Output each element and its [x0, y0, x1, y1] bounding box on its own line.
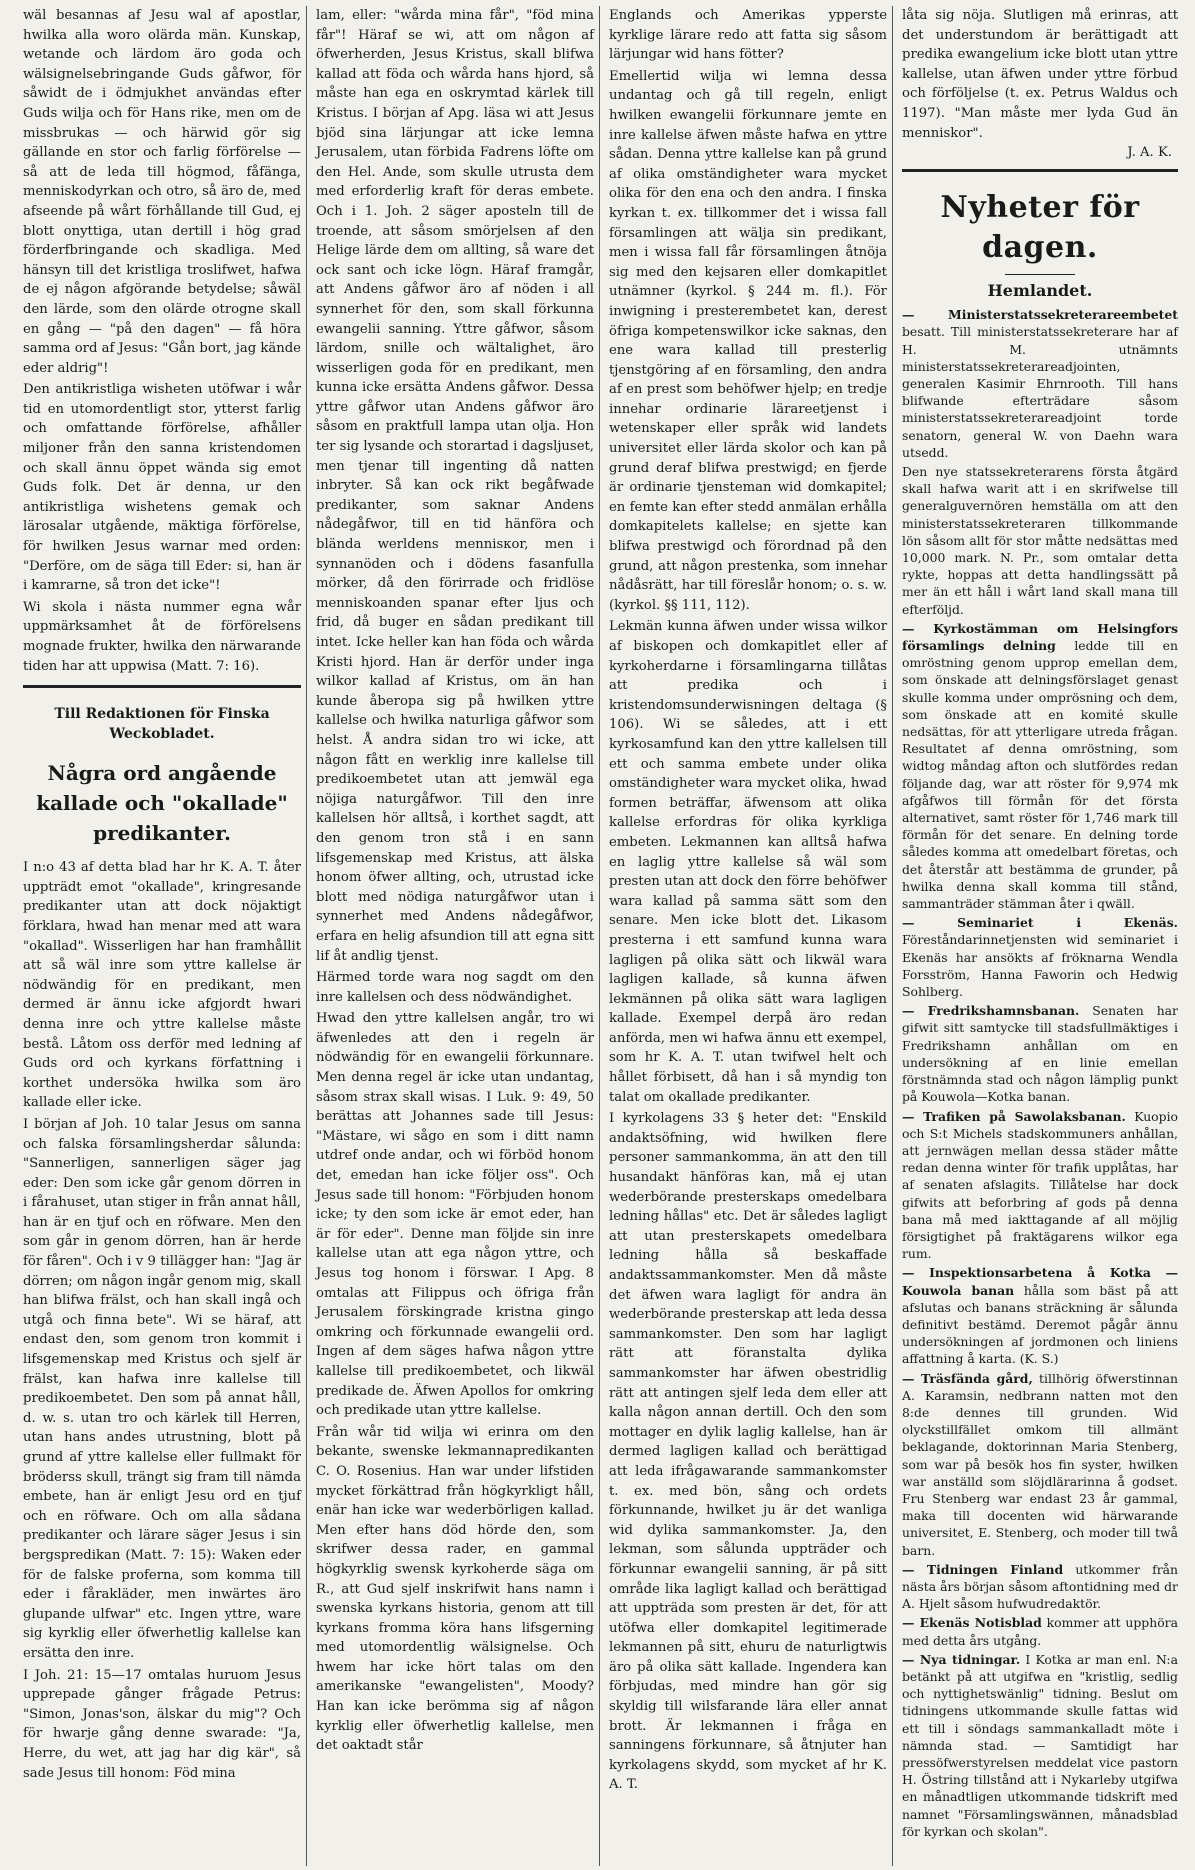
news-item-heading: — Ministerstatssekreterareembetet [902, 307, 1178, 323]
news-item-text: utkommer från nästa års början såsom aftontidning med dr A. Hjelt såsom hufwudredaktör. [902, 1561, 1178, 1612]
news-item [902, 1108, 1178, 1263]
column-1 [18, 6, 307, 1866]
short-divider [1005, 274, 1075, 275]
news-item-heading: — Nya tidningar. [902, 1651, 1021, 1667]
news-item-text: I Kotka ar man enl. N:a betänkt på att utgifwa en "kristlig, sedlig och nyttighetswänlig" tidning. Beslut om tidningens utkommande skulle fattas wid ett till i söndags sammankalladt möte i nämnda stad. — Samtidigt har pressöfwerstyrelsen meddelat vice pastorn H. Östring tillstånd att i Nykarleby utgifwa en månadtligen utkommande tidskrift med namnet "Församlingswännen, månadsblad för kyrkan och skolan". [902, 1651, 1178, 1839]
paragraph: Englands och Amerikas ypperste kyrklige lärare redo att fatta sig såsom lärjungar wid hans fötter? [609, 8, 887, 63]
paragraph: wäl besannas af Jesu wal af apostlar, hwilka alla woro olärda män. Kunskap, wetande och lärdom äro goda och wälsignelsebringande Guds gåfwor, för såwidt de i ödmjukhet användas efter Guds wilja och för Hans rike, men om de missbrukas — och härwid gör sig gällande en stor och farlig förförelse — så att de leda till högmod, fåfänga, menniskodyrkan och otro, så äro de, med afseende på wårt förhållande till Gud, ej blott onyttiga, utan dertill i hög grad förderfbringande och skadliga. Med hänsyn till det kristliga troslifwet, hafwa de ej någon afgörande betydelse; såwäl den lärde, som den olärde otrogne skall en gång — "på den dagen" — få höra samma ord af Jesus: "Gån bort, jag kände eder aldrig"! [23, 8, 301, 376]
news-item-text: Föreståndarinnetjensten wid seminariet i Ekenäs har ansökts af fröknarna Wendla Forsström, Hanna Faworin och Hedwig Sohlberg. [902, 932, 1178, 1000]
news-item [902, 1561, 1178, 1613]
news-item-heading: — Seminariet i Ekenäs. [902, 915, 1178, 931]
paragraph: Från wår tid wilja wi erinra om den bekante, swenske lekmannapredikanten C. O. Rosenius. Han war under lifstiden myсket förkättrad från högkyrkligt håll, enär han icke war wederbörligen kallad. Men efter hans död hörde den, som skrifwer dessa rader, en gammal högkyrklig swensk kyrkoherde säga om R., att Gud sjelf inskrifwit hans namn i swenska kyrkans historia, genom att till kyrkans fromma köra hans lifsgerning med utomordentlig wälsignelse. Och hwem har icke hört talas om den amerikanske "ewangelisten", Moody? Han kan icke berömma sig af någon kyrklig eller öfwerhetlig kallelse, men det oaktadt står [316, 1424, 594, 1754]
news-item-heading: — Kyrkostämman om Helsingfors församlings delning [902, 620, 1178, 654]
column-layout [18, 6, 1177, 1866]
paragraph: Hwad den yttre kallelsen angår, tro wi äfwenledes att den i regeln är nödwändig för en ewangelii förkunnare. Men denna regel är icke utan undantag, såsom strax skall wisas. I Luk. 9: 49, 50 berättas att Johannes sade till Jesus: "Mästare, wi sågo en som i ditt namn utdref onde andar, och wi förböd honom det, emedan han icke följer oss". Och Jesus sade till honom: "Förbjuden honom icke; ty den som icke är emot eder, han är för eder". Denne man följde sin inre kallelse utan att ega någon yttre, och Jesus tog honom i förswar. I Apg. 8 omtalas att Filippus och öfriga från Jerusalem förskingrade kristna gingo omkring och förkunnade ewangelii ord. Ingen af dem säges hafwa någon yttre kallelse till predikoembetet, och likwäl predikade de. Äfwen Apollos for omkring och predikade utan yttre kallelse. [316, 1011, 594, 1419]
paragraph: Lekmän kunna äfwen under wissa wilkor af biskopen och domkapitlet eller af kyrkoherdarne i församlingarna tillåtas att predika och i kristendomsunderwisningen deltaga (§ 106). Wi se således, att i ett kyrkosamfund kan den yttre kallelsen till ett och samma embete under olika omständigheter wara myсket olika, hwad formen beträffar, äfwensom att olika kallelse erfordras för olika kyrkliga embeten. Lekmannen kan alltså hafwa en laglig yttre kallelse så wäl som presten utan att dock den förre behöfwer wara kallad på samma sätt som den senare. Men icke blott det. Likasom presterna i ett samfund kunna wara lagligen på olika sätt och likwäl wara lagligen kallade, så kunna äfwen lekmännen på olika sätt wara lagligen kallade. Exempel derpå äro redan anförda, men wi hafwa ännu ett exempel, som hr K. A. T. utan twifwel helt och hållet förbisett, då han i så myndig ton talat om okallade predikanter. [609, 619, 887, 1105]
paragraph: Den antikristliga wisheten utöfwar i wår tid en utomordentligt stor, ytterst farlig och omfattande förförelse, afhåller miljoner från den sanna kristendomen och skall ännu öppet wända sig emot Guds folk. Det är denna, ur den antikristliga wishetens gemak och lärosalar utgående, mäktiga förförelse, för hwilken Jesus warnar med orden: "Derföre, om de säga till Eder: si, han är i kamrarne, så tron det icke"! [23, 382, 301, 594]
column-4 [897, 6, 1183, 1866]
paragraph: Emellertid wilja wi lemna dessa undantag och gå till regeln, enligt hwilken ewangelii förkunnare jemte en inre kallelse äfwen måste hafwa en yttre sådan. Denna yttre kallelse kan på grund af olika omständigheter wara myсket olika för den ena och den andra. I finska kyrkan t. ex. tillkommer det i wissa fall församlingen att wälja sin predikant, men i wissa fall får församlingen åtnöja sig med den kejsaren eller domkapitlet utnämner (kyrkol. § 244 m. fl.). För inwigning i presterembetet kan, derest öfriga kompetenswilkor icke saknas, den ene wara kallad till presterlig tjenstgöring af en församling, den andra af en prest som behöfwer hjelp; en tredje innehar ordinarie lärareetjenst i wetenskaper eller språk wid landets universitet eller lärda skolor och kan på grund deraf blifwa prestwigd; en fjerde är ordinarie tjensteman wid domkapitel; en femte kan efter stedd anmälan erhålla domkapitelets kallelse; en sjette kan blifwa prestwigd och förordnad på den grund, att någon prestenka, som innehar nådåsrätt, har till föreslår honom; o. s. w. (kyrkol. §§ 111, 112). [609, 68, 887, 613]
paragraph: lam, eller: "wårda mina får", "föd mina får"! Häraf se wi, att om någon af öfwerherden, Jesus Kristus, skall blifwa kallad att föda och wårda hans hjord, så måste han ega en oskrymtad kärlek till Kristus. I början af Apg. läsa wi att Jesus bjöd sina lärjungar att icke lemna Jerusalem, utan förbida Fadrens löfte om den Hel. Ande, som skulle utrusta dem med erforderlig kraft för deras embete. Och i 1. Joh. 2 säger aposteln till de troende, att såsom smörjelsen af den Helige lärde dem om allting, så ware det ock sant och icke lögn. Häraf framgår, att Andens gåfwor äro af nöden i all synnerhet för den, som skall förkunna ewangelii sanning. Yttre gåfwor, såsom lärdom, snille och wältalighet, äro wisserligen goda för en predikant, men kunna icke ersätta Andens gåfwor. Dessa yttre gåfwor utan Andens gåfwor äro såsom en praktfull lampa utan olja. Hon ter sig lysande och storartad i dagsljuset, men tjenar till ingenting då natten inbryter. Så kan ock rikt begåfwade predikanter, som saknar Andens nådegåfwor, till en tid hänföra och blända werldens mennisкor, men i synnanöden och i dödens fasanfulla mörker, då den förirrade och fridlöse menniskoanden spanar efter ljus och frid, då buger en sådan predikant till intet. Icke heller kan han föda och wårda Kristi hjord. Han är derför under inga wilkor kallad af Kristus, om än han kunde åberopa sig på hwilken yttre kallelse och hwilka naturliga gåfwor som helst. Å andra sidan tro wi icke, att någon fått en werklig inre kallelse till predikoembetet utan att jemwäl ega nöjiga naturgåfwor. Till den inre kallelsen hör alltså, i korthet sagdt, att den genom tron stå i en sann lifsgemenskap med Kristus, att älska honom öfwer allting, och, utrustad icke blott med nödiga naturgåfwor utan i synnerhet med Andens nådegåfwor, erfara en helig afsundion till att egna sitt lif åt andlig tjenst. [316, 8, 594, 964]
section-divider [902, 169, 1178, 172]
paragraph: Wi skola i nästa nummer egna wår uppmärksamhet åt de förförelsens mognade frukter, hwilka den närwarande tiden har att uppwisa (Matt. 7: 16). [23, 599, 301, 674]
news-item-heading: — Inspektionsarbetena å Kotka —Kouwola banan [902, 1265, 1178, 1298]
news-item [902, 1651, 1178, 1840]
news-item [902, 306, 1178, 461]
news-item [902, 1264, 1178, 1367]
news-item-text: besatt. Till ministerstatssekreterare har af H. M. utnämnts ministerstatssekreterareadjointen, generalen Kasimir Ehrnrooth. Till hans blifwande efterträdare såsom ministerstatssekreterareadjoint torde senatorn, general W. von Daehn wara utsedd. [902, 324, 1178, 460]
news-item [902, 1370, 1178, 1559]
paragraph: I n:o 43 af detta blad har hr K. A. T. åter uppträdt emot "okallade", kringresande predikanter utan att dock nöjaktigt förklara, hwad han menar med att wara "okallad". Wisserligen har han framhållit att så wäl inre som yttre kallelse är nödwändig för en predikant, men dermed är ännu icke afgjordt hwari denna inre och yttre kallelse måste bestå. Låtom oss derför med ledning af Guds ord och kyrkans författning i korthet undersöka hwilka som äro kallade eller icke. [23, 860, 301, 1111]
news-item-text: hålla som bäst på att afslutas och banans sträckning är sålunda definitivt bestämd. Deremot pågår ännu undersökningen af jordmonen och liniens affattning å karta. (K. S.) [902, 1282, 1178, 1367]
news-item [902, 463, 1178, 618]
news-item [902, 1002, 1178, 1105]
paragraph: I början af Joh. 10 talar Jesus om sanna och falska församlingsherdar sålunda: "Sannerligen, sannerligen säger jag eder: Den som icke går genom dörren in i fårahuset, utan stiger in från annat håll, han är en tjuf och en röfware. Men den som går in genom dörren, han är herde för fåren". Och i v 9 tillägger han: "Jag är dörren; om någon ingår genom mig, skall han blifwa frälst, och han skall ingå och utgå och finna bete". Wi se häraf, att endast den, som genom tron kommit i lifsgemenskap med Kristus och sjelf är frälst, kan hafwa inre kallelse till predikoembetet. Den som på annat håll, d. w. s. utan tro och kärlek till Herren, utan hans andes utrustning, blott på grund af yttre kallelse eller fullmakt för bröderss skull, trängt sig fram till nämda embete, han är enligt Jesu ord en tjuf och en röfware. Och om alla sådana predikanter och lärare säger Jesus i sin bergspredikan (Matt. 7: 15): Waken eder för de falske proferna, som komma till eder i fårakläder, men inwärtes äro glupande ulfwar" etc. Ingen yttre, ware sig kyrklig eller öfwerhetlig kallelse kan ersätta den inre. [23, 1116, 301, 1661]
news-item-text: ledde till en omröstning genom upprop emellan dem, som önskade att delningsförslaget genast skulle komma under omprösning och dem, som önskade att en komité skulle nedsättas, för att ytterligare utreda frågan. Resultatet af denna omröstning, som widtog måndag afton och slutfördes redan följande dag, war att röster för 9,974 mk afgåfwos till förmån för det första alternativet, samt röster för 1,746 mark till förmån för det senare. En delning torde således komma att omedelbart företas, och det återstår att bestämma de grunder, på hwilka denna skall komma till stånd, sammanträder stämman åter i qwäll. [902, 638, 1178, 912]
news-item-text: Kuopio och S:t Michels stadskommuners anhållan, att jernwägen mellan dessa städer måtte redan denna winter för trafik upplåtas, har af senaten afslagits. Tillåtelse har dock gifwits att beforbring af gods på denna bana må med iakttagande af all möjlig försigtighet på fraktägarens wilkor ega rum. [902, 1108, 1178, 1262]
column-2 [311, 6, 600, 1866]
news-item-heading: — Tidningen Finland [902, 1561, 1064, 1577]
news-item-text: tillhörig öfwerstinnan A. Karamsin, nedbrann natten mot den 8:de dennes till grunden. Wid olyckstillfället omkom till allmänt beklagande, doktorinnan Maria Stenberg, som war på besök hos fin syster, hwilken war anställd som slöjdlärarinna å godset. Fru Stenberg war endast 23 år gammal, maka till docenten wid härwarande universitet, E. Stenberg, och moder till twå barn. [902, 1370, 1178, 1558]
news-item [902, 1614, 1178, 1648]
paragraph: I Joh. 21: 15—17 omtalas huruom Jesus upprepade gånger frågade Petrus: "Simon, Jonas'son, älskar du mig"? Och för hwarje gång denne swarade: "Ja, Herre, du wet, att jag har dig kär", så sade Jesus till honom: Föd mina [23, 1667, 301, 1781]
news-item-heading: — Trafiken på Sawolaksbanan. [902, 1108, 1126, 1124]
news-item [902, 914, 1178, 1000]
column-3 [604, 6, 893, 1866]
news-item-text: Senaten har gifwit sitt samtycke till stadsfullmäktiges i Fredrikshamn anhållan om en undersökning af en linie emellan förstnämnda stad och någon lämplig punkt på Kouwola—Kotka banan. [902, 1003, 1178, 1105]
news-item-heading: — Fredrikshamnsbanan. [902, 1003, 1080, 1019]
paragraph: låta sig nöja. Slutligen må erinras, att det understundom är berättigadt att predika ewangelium icke blott utan yttre kallelse, utan äfwen under yttre förbud och förföljelse (t. ex. Petrus Waldus och 1197). "Man måste mer lyda Gud än menniskor". [902, 8, 1178, 141]
news-item-text: Den nye statssekreterarens första åtgärd skall hafwa warit att i en skrifwelse till generalguvernören hemställa om att den ministerstatssekreteraren tillkommande lön såsom allt för stor måtte nedsättas med 10,000 mark. N. Pr., som omtalar detta rykte, hoppas att detta handlingssätt på mer än ett håll i wårt land skall mana till efterföljd. [902, 463, 1178, 617]
letter-heading: Till Redaktionen för Finska Weckobladet. [54, 706, 270, 743]
news-item [902, 620, 1178, 912]
news-item-text: kommer att upphöra med detta års utgång. [902, 1615, 1178, 1648]
article-title: Några ord angående kallade och "okallade" predikanter. [36, 761, 288, 846]
section-divider [23, 685, 301, 688]
news-subsection-title: Hemlandet. [987, 281, 1093, 301]
paragraph: I kyrkolagens 33 § heter det: "Enskild andaktsöfning, wid hwilken flere personer sammankomma, än att den till husandakt hänföras kan, må ej utan wederbörande presterskaps omedelbara ledning hållas" etc. Det är således lagligt att utan presterskapets omedelbara ledning hålla så beskaffade andaktssammankomster. Men då måste det äfwen wara lagligt för andra än wederbörande presterskap att leda dessa sammankomster. Den som har lagligt rätt att föranstalta dylika sammankomster har äfwen obestridlig rätt att antingen sjelf leda dem eller att kalla någon annan dertill. Och den som mottager en dylik laglig kallelse, han är dermed lagligen kallad och berättigad att leda ifrågawarande sammankomster t. ex. med bön, sång och ordets förkunnande, hwilket ju är det wanliga wid dylika sammankomster. Ja, den lekman, som sålunda uppträder och förkunnar ewangelii sanning, är på sitt område lika lagligt kallad och berättigad att uppträda som presten är det, för att utöfwa eller domkapitel legitimerade lekmannen på sitt, ehuru de naturligtwis äro på olika sätt kallade. Ingendera kan förbjudas, med mindre han gör sig skyldig till wilsfarande lära eller annat brott. Är lekmannen i fråga en sanningens förkunnare, så åtnjuter han kyrkolagens skydd, som mycket af hr K. A. T. [609, 1111, 887, 1793]
signature: J. A. K. [1127, 145, 1172, 161]
news-section-title: Nyheter för dagen. [940, 190, 1140, 266]
paragraph: Härmed torde wara nog sagdt om den inre kallelsen och dess nödwändighet. [316, 970, 594, 1005]
news-item-heading: — Träsfända gård, [902, 1370, 1033, 1386]
news-item-heading: — Ekenäs Notisblad [902, 1615, 1042, 1631]
